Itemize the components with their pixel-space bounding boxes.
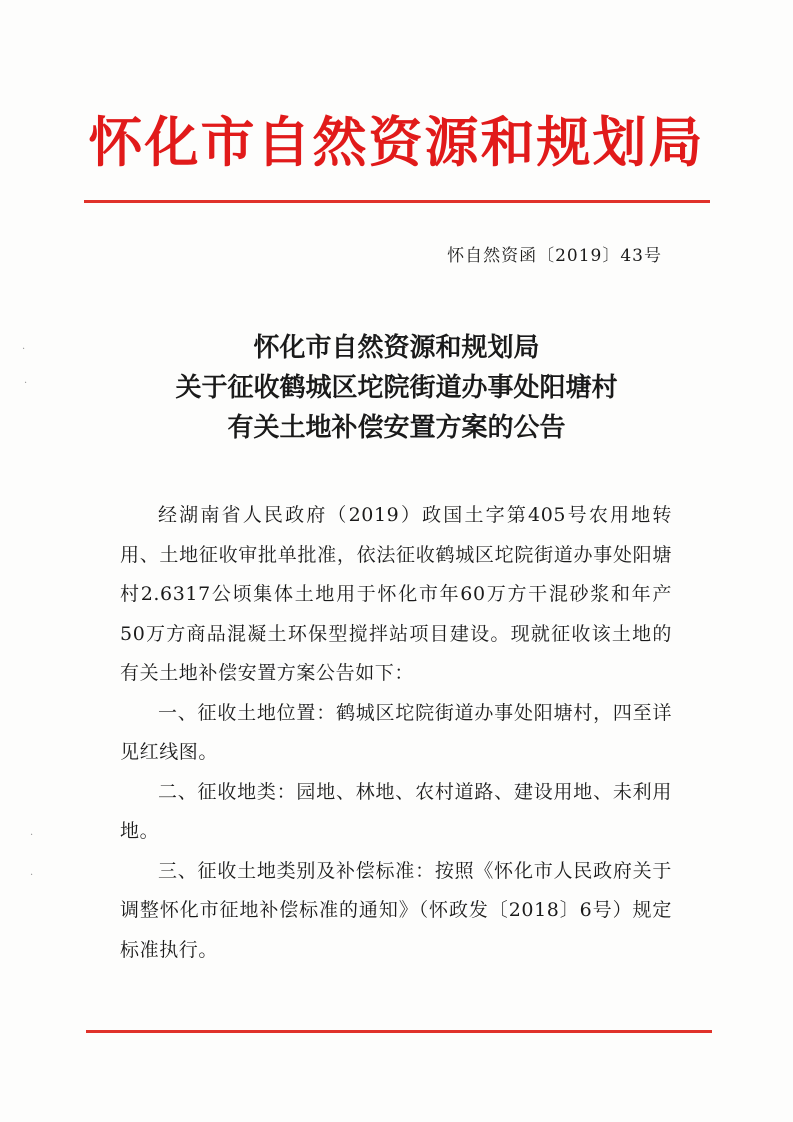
letterhead-divider xyxy=(84,200,710,203)
notice-title-line: 怀化市自然资源和规划局 xyxy=(253,333,540,363)
footer-divider xyxy=(86,1030,712,1033)
body-paragraph-compensation: 三、征收土地类别及补偿标准：按照《怀化市人民政府关于调整怀化市征地补偿标准的通知》（怀政发〔2018〕6号）规定标准执行。 xyxy=(120,859,672,961)
document-number: 怀自然资函〔2019〕43号 xyxy=(447,246,662,266)
notice-body xyxy=(120,496,672,970)
letterhead-agency-name: 怀化市自然资源和规划局 xyxy=(88,111,705,174)
notice-title-line: 关于征收鹤城区坨院街道办事处阳塘村 xyxy=(175,373,618,403)
notice-title-line: 有关土地补偿安置方案的公告 xyxy=(227,413,566,443)
scan-mark: · xyxy=(30,830,34,841)
scan-mark: · xyxy=(22,344,26,355)
body-paragraph-location: 一、征收土地位置：鹤城区坨院街道办事处阳塘村，四至详见红线图。 xyxy=(120,701,672,763)
scan-mark: · xyxy=(24,378,28,389)
notice-title xyxy=(0,328,793,448)
body-paragraph-intro: 经湖南省人民政府（2019）政国土字第405号农用地转用、土地征收审批单批准，依法征收鹤城区坨院街道办事处阳塘村2.6317公顷集体土地用于怀化市年60万方干混砂浆和年产50万方商品混凝土环保型搅拌站项目建设。现就征收该土地的有关土地补偿安置方案公告如下： xyxy=(120,504,672,684)
body-paragraph-land-types: 二、征收地类：园地、林地、农村道路、建设用地、未利用地。 xyxy=(120,780,672,842)
scan-mark: · xyxy=(30,870,34,881)
